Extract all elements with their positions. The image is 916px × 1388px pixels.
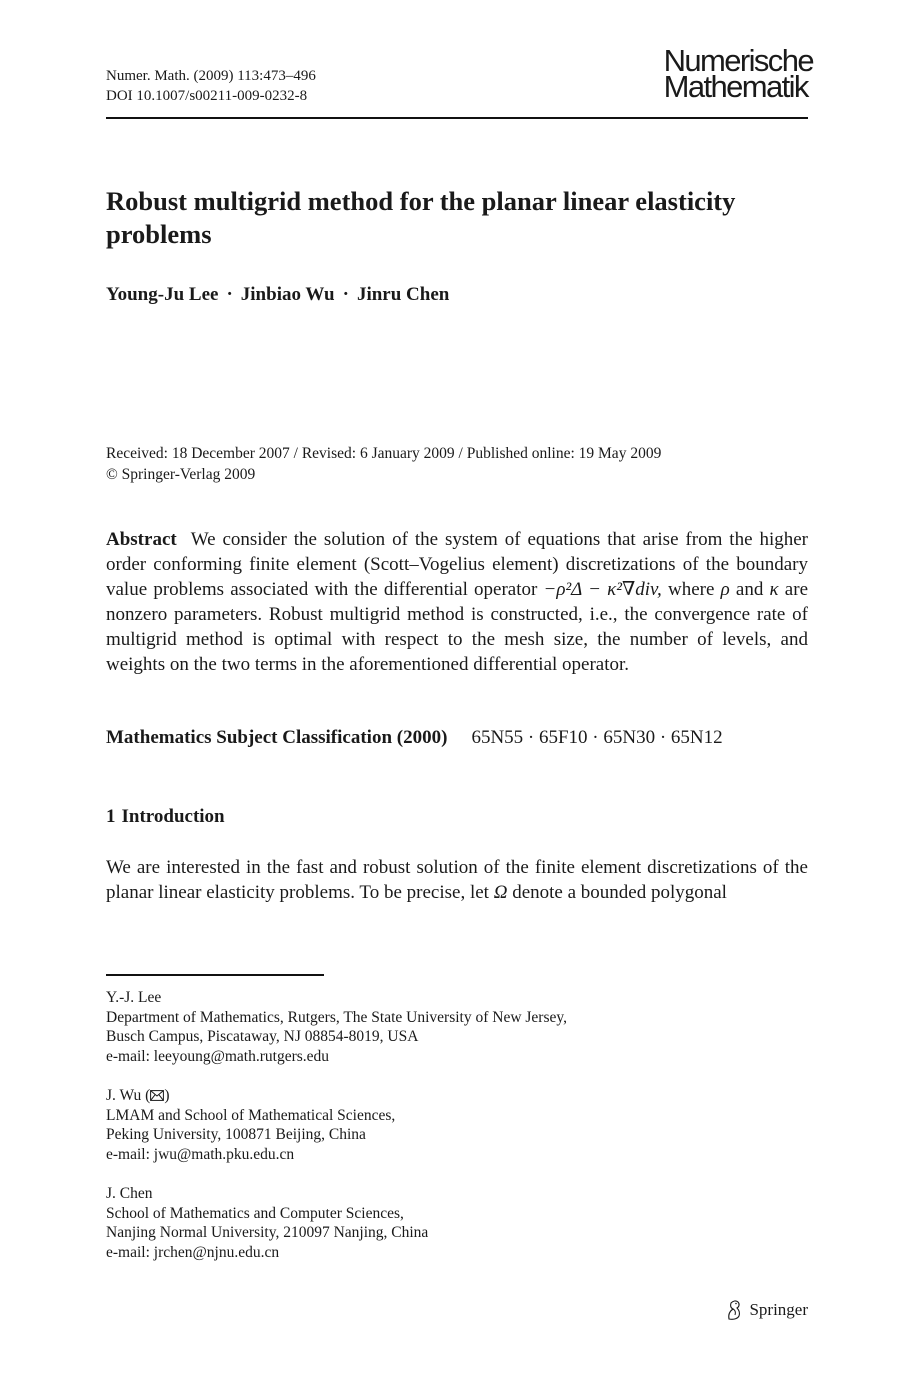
author-name: Jinru Chen: [356, 284, 450, 305]
affiliation-address: Busch Campus, Piscataway, NJ 08854-8019, USA: [106, 1028, 419, 1046]
affiliation-chen: [106, 1184, 428, 1262]
affiliation-email: e-mail: jrchen@njnu.edu.cn: [106, 1243, 280, 1261]
springer-horse-icon: [725, 1299, 743, 1321]
author-name: Jinbiao Wu: [240, 284, 335, 305]
math-rho: ρ: [720, 579, 730, 600]
msc-codes: 65N55 · 65F10 · 65N30 · 65N12: [471, 727, 723, 748]
affiliation-address: School of Mathematics and Computer Sciences,: [106, 1204, 404, 1222]
publisher-name: Springer: [749, 1300, 808, 1319]
envelope-icon: [150, 1090, 164, 1101]
intro-text: We are interested in the fast and robust solution of the finite element discretizations of the planar linear elasticity problems. To be precise, let: [106, 857, 808, 903]
math-operator: −ρ²Δ − κ²∇div,: [543, 579, 662, 600]
affiliation-address: Peking University, 100871 Beijing, China: [106, 1126, 366, 1144]
copyright-notice: © Springer-Verlag 2009: [106, 466, 256, 483]
intro-text: denote a bounded polygonal: [507, 882, 727, 903]
footnote-divider: [106, 974, 324, 976]
article-history: [106, 443, 661, 485]
affiliation-name: J. Chen: [106, 1185, 153, 1202]
affiliation-lee: [106, 988, 567, 1066]
affiliation-email: e-mail: jwu@math.pku.edu.cn: [106, 1145, 295, 1163]
abstract-text: We consider the solution of the system of equations that arise from the higher order conforming finite element (Scott–Vogelius element) discretizations of the boundary value problems associated with the differential operator: [106, 529, 808, 600]
article-title: [106, 185, 806, 251]
citation-volume: Numer. Math. (2009) 113:473–496: [106, 68, 316, 84]
author-list: [106, 284, 449, 306]
section-title: Introduction: [121, 806, 225, 827]
affiliation-name: J. Wu (: [106, 1087, 151, 1104]
subject-classification: [106, 727, 808, 749]
affiliation-email: e-mail: leeyoung@math.rutgers.edu: [106, 1047, 330, 1065]
journal-name-line1: Numerische: [663, 43, 813, 78]
abstract-label: Abstract: [106, 529, 177, 550]
affiliation-name-close: ): [164, 1087, 170, 1104]
author-separator: ·: [226, 284, 233, 305]
affiliation-address: Department of Mathematics, Rutgers, The State University of New Jersey,: [106, 1008, 568, 1026]
title-line-2: problems: [106, 219, 212, 249]
affiliation-address: Nanjing Normal University, 210097 Nanjing, China: [106, 1224, 429, 1242]
affiliation-wu: [106, 1086, 395, 1164]
introduction-paragraph: [106, 855, 808, 905]
affiliation-name: Y.-J. Lee: [106, 989, 162, 1006]
header-divider: [106, 117, 808, 119]
affiliation-address: LMAM and School of Mathematical Sciences,: [106, 1106, 396, 1124]
journal-name-line2: Mathematik: [663, 69, 808, 104]
abstract-text: and: [729, 579, 770, 600]
affiliation-name-row: [106, 1086, 395, 1106]
citation-doi: DOI 10.1007/s00211-009-0232-8: [106, 88, 308, 104]
journal-citation: [106, 66, 316, 106]
abstract: [106, 527, 808, 677]
msc-label: Mathematics Subject Classification (2000): [106, 727, 448, 748]
author-name: Young-Ju Lee: [106, 284, 219, 305]
section-heading: [106, 806, 225, 828]
abstract-text: are nonzero parameters. Robust multigrid method is constructed, i.e., the convergence rate of multigrid method is optimal with respect to the mesh size, the number of levels, and weights on the two terms in the aforementioned differential operator.: [106, 579, 808, 675]
abstract-text: where: [661, 579, 721, 600]
math-kappa: κ: [769, 579, 779, 600]
publication-dates: Received: 18 December 2007 / Revised: 6 January 2009 / Published online: 19 May 2009: [106, 445, 662, 462]
title-line-1: Robust multigrid method for the planar linear elasticity: [106, 186, 736, 216]
author-separator: ·: [342, 284, 349, 305]
math-omega: Ω: [493, 882, 508, 903]
publisher-logo: [725, 1299, 808, 1321]
journal-logo: [663, 43, 813, 104]
section-number: 1: [106, 806, 116, 827]
